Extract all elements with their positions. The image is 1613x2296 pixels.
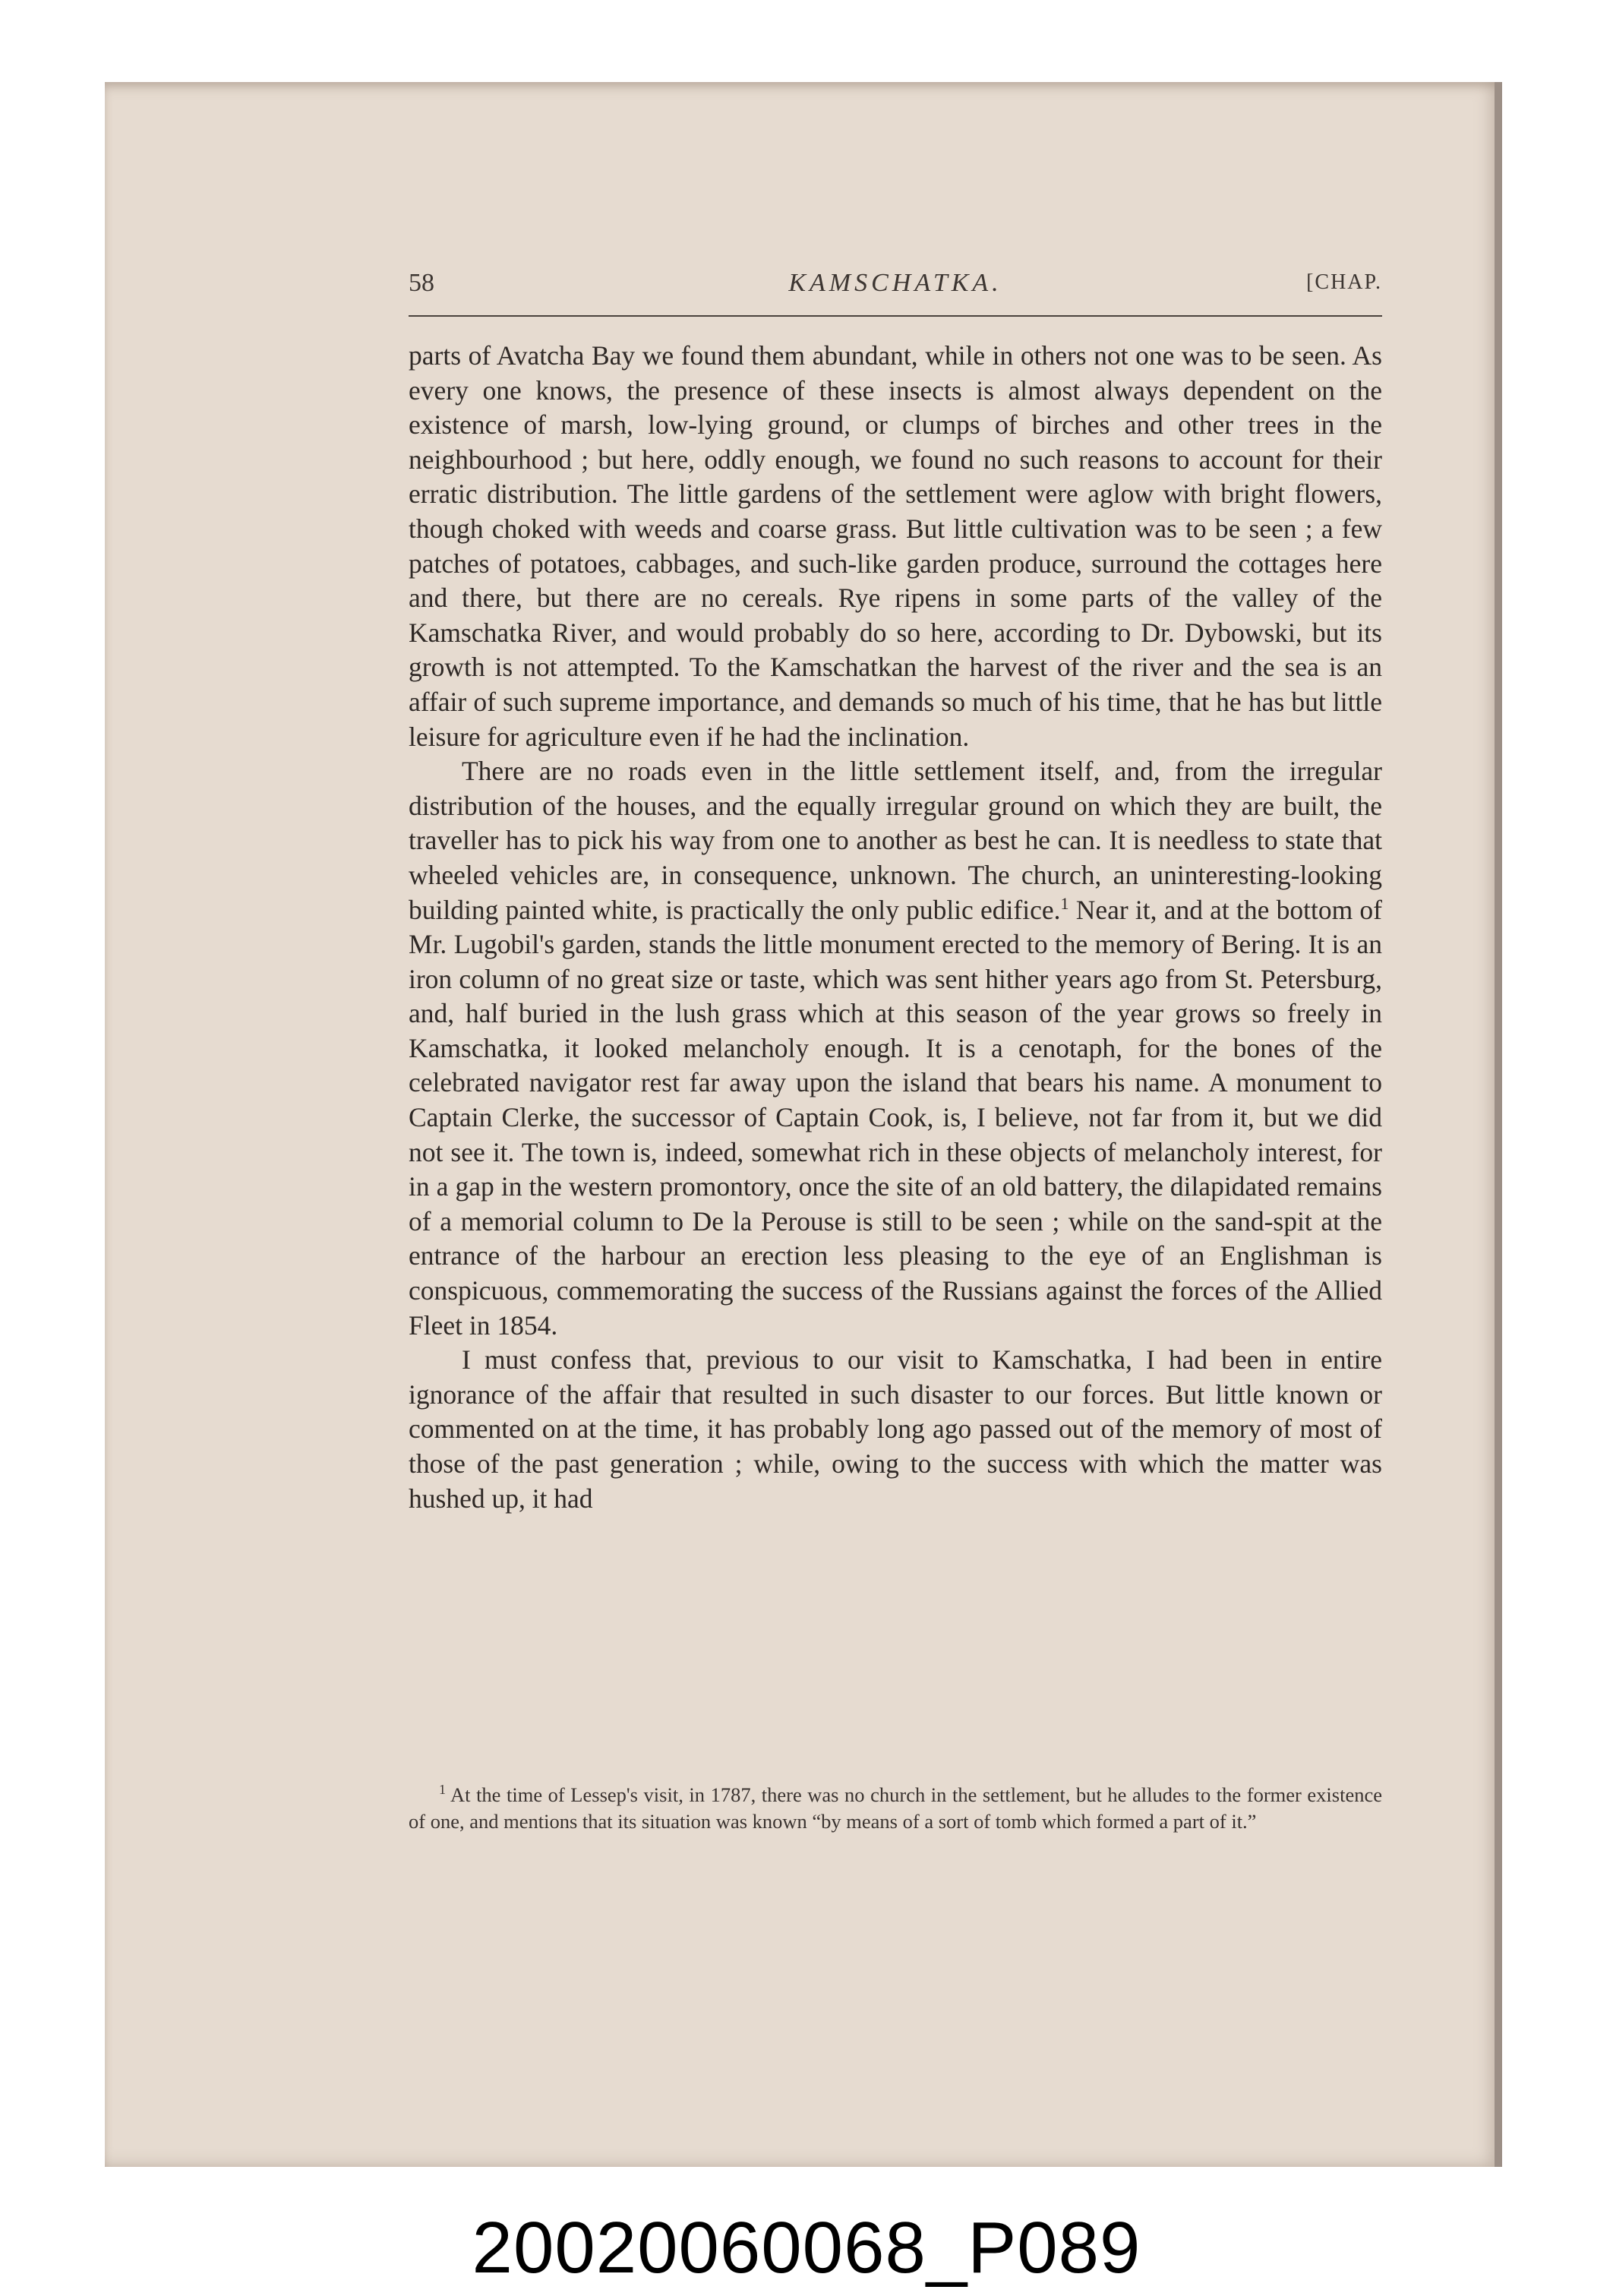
running-title: KAMSCHATKA.: [788, 269, 1002, 297]
paragraph-1: parts of Avatcha Bay we found them abundant, while in others not one was to be seen. As every one knows, the presence of these insects is almost always dependent on the existence of marsh, low-lying ground, or clumps of birches and other trees in the neighbourhood ; but here, oddly enough, we found no such reasons to account for their erratic distribution. The little gardens of the settlement were aglow with bright flowers, though choked with weeds and coarse grass. But little cultivation was to be seen ; a few patches of potatoes, cabbages, and such-like garden produce, surround the cottages here and there, but there are no cereals. Rye ripens in some parts of the valley of the Kamschatka River, and would probably do so here, according to Dr. Dybowski, but its growth is not attempted. To the Kamschatkan the harvest of the river and the sea is an affair of such supreme importance, and demands so much of his time, that he has but little leisure for agriculture even if he had the inclination.: [409, 340, 1382, 752]
paragraph-2: [409, 754, 1382, 1343]
scan-identifier-caption: 20020060068_P089: [472, 2207, 1141, 2288]
header-rule: [409, 315, 1382, 317]
footnote: [409, 1782, 1382, 1835]
page-header: [409, 269, 1382, 304]
paragraph-3: I must confess that, previous to our visit to Kamschatka, I had been in entire ignorance of the affair that resulted in such disaster to our forces. But little known or commented on at the time, it has probably long ago passed out of the memory of most of those of the past generation ; while, owing to the success with which the matter was hushed up, it had: [409, 1344, 1382, 1514]
body-text: [409, 339, 1382, 1516]
chapter-mark: [CHAP.: [1306, 270, 1382, 294]
paragraph-2-part-a: There are no roads even in the little settlement itself, and, from the irregular distribution of the houses, and the equally irregular ground on which they are built, the traveller has to pick his way from one to another as best he can. It is needless to state that wheeled vehicles are, in consequence, unknown. The church, an uninteresting-looking building painted white, is practically the only public edifice.: [409, 756, 1382, 925]
footnote-reference: 1: [1060, 893, 1069, 913]
page-number: 58: [409, 269, 434, 297]
footnote-text: At the time of Lessep's visit, in 1787, there was no church in the settlement, but he alludes to the former existence of one, and mentions that its situation was known “by means of a sort of tomb which formed a part of it.”: [409, 1783, 1382, 1833]
paragraph-2-part-b: Near it, and at the bottom of Mr. Lugobil's garden, stands the little monument erected to the memory of Bering. It is an iron column of no great size or taste, which was sent hither years ago from St. Petersburg, and, half buried in the lush grass which at this season of the year grows so freely in Kamschatka, it looked melancholy enough. It is a cenotaph, for the bones of the celebrated navigator rest far away upon the island that bears his name. A monument to Captain Clerke, the successor of Captain Cook, is, I believe, not far from it, but we did not see it. The town is, indeed, somewhat rich in these objects of melancholy interest, for in a gap in the western promontory, once the site of an old battery, the dilapidated remains of a memorial column to De la Perouse is still to be seen ; while on the sand-spit at the entrance of the harbour an erection less pleasing to the eye of an Englishman is conspicuous, commemorating the success of the Russians against the forces of the Allied Fleet in 1854.: [409, 894, 1382, 1341]
footnote-mark: 1: [439, 1782, 446, 1798]
